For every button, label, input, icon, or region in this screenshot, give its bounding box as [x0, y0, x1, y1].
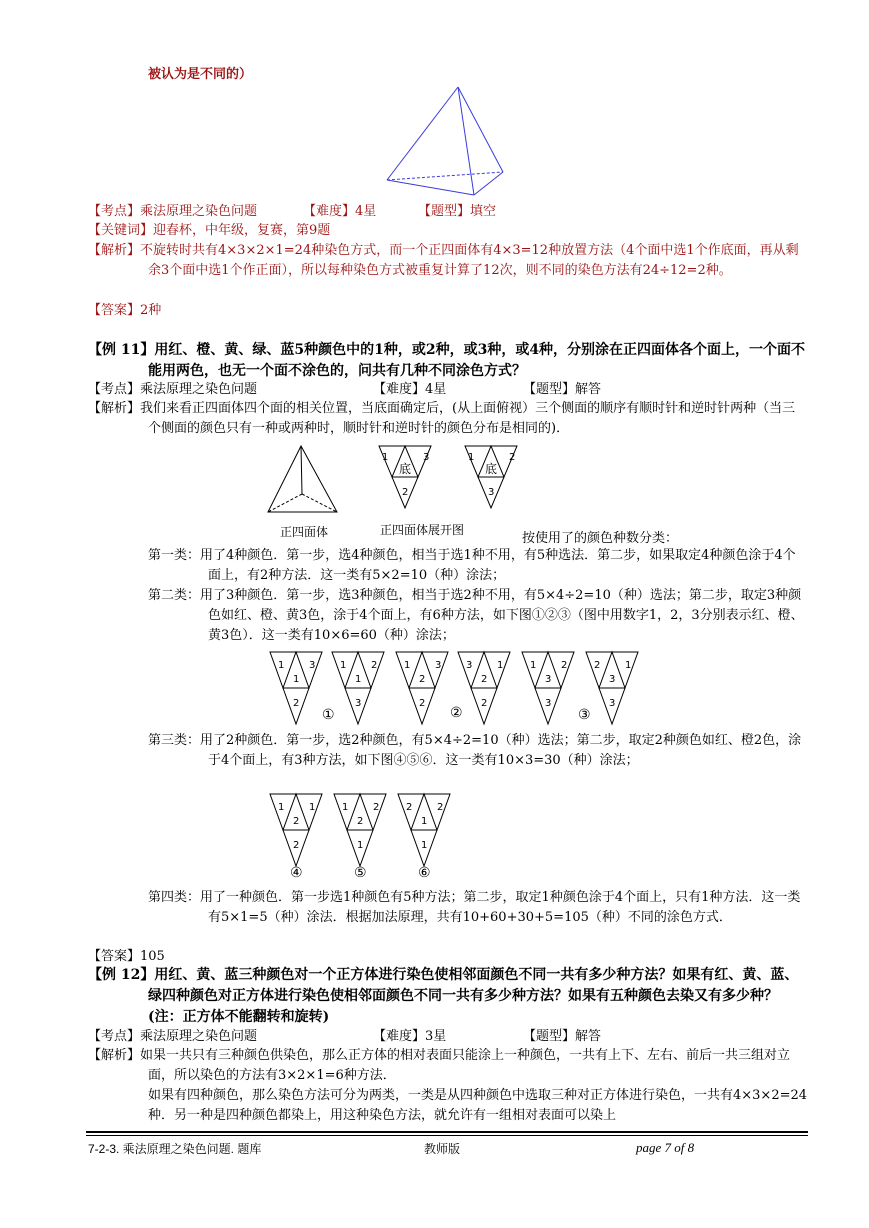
class-label: 第一类：: [148, 548, 201, 563]
face-number: 1: [340, 660, 347, 671]
face-number: 1: [421, 816, 428, 827]
analysis-label: 【解析】: [88, 1048, 141, 1063]
analysis-label: 【解析】: [88, 401, 141, 416]
analysis-text-2: 如果有四种颜色，那么染色方法可分为两类，一类是从四种颜色中选取三种对正方体进行染色，一共有4×3×2=24种．另一种是四种颜色都染上，用这种染色方法，就允许有一组相对表面可以染上: [148, 1088, 808, 1123]
classify-note: 按使用了的颜色种数分类：: [522, 531, 679, 546]
question-text: 【例 12】用红、黄、蓝三种颜色对一个正方体进行染色使相邻面颜色不同一共有多少种方法？如果有红、黄、蓝、绿四种颜色对正方体进行染色使相邻面颜色不同一共有多少种方法？如果有五种颜色去染又有多少种？(注：正方体不能翻转和旋转): [88, 967, 799, 1025]
tetrahedron-figure: [385, 85, 505, 200]
face-number: 3: [609, 698, 616, 709]
footer-center: 教师版: [424, 1142, 461, 1156]
face-number: 2: [509, 452, 516, 463]
tixing: [418, 203, 496, 221]
footer-page: page 7 of 8: [636, 1140, 695, 1155]
tixing: [523, 381, 601, 399]
nandu: [373, 381, 446, 399]
ex11-answer: [88, 948, 165, 966]
nandu-value: 3星: [425, 1029, 447, 1044]
face-number: 2: [357, 816, 364, 827]
tixing-label: 【题型】: [418, 204, 471, 219]
face-number: 2: [373, 802, 380, 813]
keywords-value: 迎春杯，中年级，复赛，第9题: [153, 223, 331, 238]
figure-mark-2: ②: [450, 705, 463, 721]
ex11-analysis: [88, 399, 808, 439]
analysis-label: 【解析】: [88, 243, 141, 258]
nandu-value: 4星: [425, 382, 447, 397]
ex10-meta: [88, 203, 497, 221]
edge-line: [387, 172, 503, 180]
kaodian-value: 乘法原理之染色问题: [140, 382, 258, 397]
face-number: 2: [371, 660, 378, 671]
face-number: 3: [545, 674, 552, 685]
ex12-meta: [88, 1028, 602, 1046]
answer-value: 105: [140, 949, 165, 964]
analysis-text: 不旋转时共有4×3×2×1=24种染色方式，而一个正四面体有4×3=12种放置方法（4个面中选1个作底面，再从剩余3个面中选1个作正面），所以每种染色方式被重复计算了12次，则不同的染色方法有24÷12=2种。: [140, 243, 799, 278]
nandu: [373, 1028, 446, 1046]
class-label: 第二类：: [148, 588, 201, 603]
continued-text: 被认为是不同的）: [148, 67, 253, 82]
face-number: 2: [402, 487, 409, 498]
tetrahedron-outline: [268, 446, 337, 512]
class-1: [148, 546, 808, 586]
answer-value: 2种: [140, 303, 162, 318]
face-number: 2: [481, 698, 488, 709]
ex10-analysis: [88, 241, 808, 281]
face-number: 1: [468, 452, 475, 463]
ex11-question: [88, 340, 808, 382]
face-number: 1: [530, 660, 537, 671]
edge-line: [387, 180, 474, 195]
keywords-label: 【关键词】: [88, 223, 154, 238]
ex10-keywords: [88, 222, 330, 240]
class-3: [148, 731, 808, 771]
ex12-analysis: [88, 1046, 808, 1126]
face-number: 2: [406, 802, 413, 813]
ex11-meta: [88, 381, 602, 399]
face-number: 1: [497, 660, 504, 671]
tixing-label: 【题型】: [523, 1029, 576, 1044]
face-number: 1: [293, 674, 300, 685]
class-2: [148, 586, 808, 646]
face-number: 3: [435, 660, 442, 671]
nandu-label: 【难度】: [373, 382, 426, 397]
class-text: 用了一种颜色．第一步选1种颜色有5种方法；第二步，取定1种颜色涂于4个面上，只有1种方法．这一类有5×1=5（种）涂法．根据加法原理，共有10+60+30+5=105（种）不同的涂色方式．: [200, 890, 801, 925]
edge-line: [268, 494, 302, 512]
face-number: 3: [545, 698, 552, 709]
figure-mark-4: ④: [290, 865, 303, 881]
footer-rule-thin: [86, 1135, 808, 1136]
face-number: 2: [481, 674, 488, 685]
caption-net: 正四面体展开图: [380, 523, 465, 537]
class-4: [148, 888, 808, 928]
net-base-label: 底: [485, 462, 498, 476]
ex10-answer: [88, 302, 161, 320]
net-base-label: 底: [399, 462, 412, 476]
tixing-value: 解答: [575, 1029, 602, 1044]
kaodian-label: 【考点】: [88, 1029, 141, 1044]
edge-line: [387, 87, 458, 180]
answer-label: 【答案】: [88, 303, 141, 318]
face-number: 2: [293, 698, 300, 709]
face-number: 3: [423, 452, 430, 463]
class-text: 用了3种颜色．第一步，选3种颜色，相当于选2种不用，有5×4÷2=10（种）选法；第二步，取定3种颜色如红、橙、黄3色，涂于4个面上，有6种方法，如下图①②③（图中用数字1，2，3分别表示红、橙、黄3色）．这一类有10×6=60（种）涂法；: [200, 588, 804, 643]
face-number: 3: [355, 698, 362, 709]
face-number: 1: [404, 660, 411, 671]
figure-mark-6: ⑥: [418, 865, 431, 881]
edge-line: [458, 87, 474, 195]
edge-line: [301, 446, 302, 494]
figure-mark-5: ⑤: [354, 865, 367, 881]
kaodian-value: 乘法原理之染色问题: [140, 204, 258, 219]
ex12-question: [88, 965, 808, 1028]
kaodian-label: 【考点】: [88, 204, 141, 219]
face-number: 2: [293, 816, 300, 827]
nandu-label: 【难度】: [303, 204, 356, 219]
class-text: 用了2种颜色．第一步，选2种颜色，有5×4÷2=10（种）选法；第二步，取定2种颜色如红、橙2色，涂于4个面上，有3种方法，如下图④⑤⑥．这一类有10×3=30（种）涂法；: [200, 733, 802, 768]
kaodian-value: 乘法原理之染色问题: [140, 1029, 258, 1044]
analysis-text-1: 如果一共只有三种颜色供染色，那么正方体的相对表面只能涂上一种颜色，一共有上下、左右、前后一共三组对立面，所以染色的方法有3×2×1=6种方法．: [140, 1048, 791, 1083]
face-number: 1: [278, 660, 285, 671]
face-number: 1: [355, 674, 362, 685]
caption-tetrahedron: 正四面体: [280, 525, 329, 539]
nandu-value: 4星: [355, 204, 377, 219]
answer-label: 【答案】: [88, 949, 141, 964]
tixing: [523, 1028, 601, 1046]
face-number: 2: [594, 660, 601, 671]
nandu-label: 【难度】: [373, 1029, 426, 1044]
face-number: 2: [437, 802, 444, 813]
face-number: 1: [309, 802, 316, 813]
face-number: 1: [357, 840, 364, 851]
nets-row-2-colors: [268, 792, 458, 870]
kaodian-label: 【考点】: [88, 382, 141, 397]
class-text: 用了4种颜色．第一步，选4种颜色，相当于选1种不用，有5种选法．第二步，如果取定4种颜色涂于4个面上，有2种方法．这一类有5×2=10（种）涂法；: [200, 548, 796, 583]
face-number: 1: [342, 802, 349, 813]
analysis-text: 我们来看正四面体四个面的相关位置，当底面确定后，(从上面俯视）三个侧面的顺序有顺时针和逆时针两种（当三个侧面的颜色只有一种或两种时，顺时针和逆时针的颜色分布是相同的)．: [140, 401, 796, 436]
face-number: 1: [421, 840, 428, 851]
face-number: 3: [466, 660, 473, 671]
tixing-value: 填空: [470, 204, 497, 219]
footer-rule-thick: [86, 1131, 808, 1133]
edge-line: [474, 172, 503, 195]
face-number: 3: [309, 660, 316, 671]
face-number: 2: [419, 698, 426, 709]
figure-mark-1: ①: [322, 707, 335, 723]
face-number: 1: [625, 660, 632, 671]
footer-left: 7-2-3. 乘法原理之染色问题. 题库: [88, 1142, 262, 1156]
face-number: 3: [609, 674, 616, 685]
question-text: 【例 11】用红、橙、黄、绿、蓝5种颜色中的1种，或2种，或3种，或4种，分别涂在正四面体各个面上，一个面不能用两色，也无一个面不涂色的，问共有几种不同涂色方式？: [88, 342, 806, 379]
face-number: 2: [293, 840, 300, 851]
class-label: 第三类：: [148, 733, 201, 748]
face-number: 3: [488, 487, 495, 498]
nandu: [303, 203, 376, 221]
tixing-value: 解答: [575, 382, 602, 397]
tetrahedron-net-figure: [265, 442, 535, 520]
face-number: 2: [561, 660, 568, 671]
figure-mark-3: ③: [578, 707, 591, 723]
face-number: 1: [278, 802, 285, 813]
class-label: 第四类：: [148, 890, 201, 905]
tixing-label: 【题型】: [523, 382, 576, 397]
face-number: 1: [382, 452, 389, 463]
face-number: 2: [419, 674, 426, 685]
